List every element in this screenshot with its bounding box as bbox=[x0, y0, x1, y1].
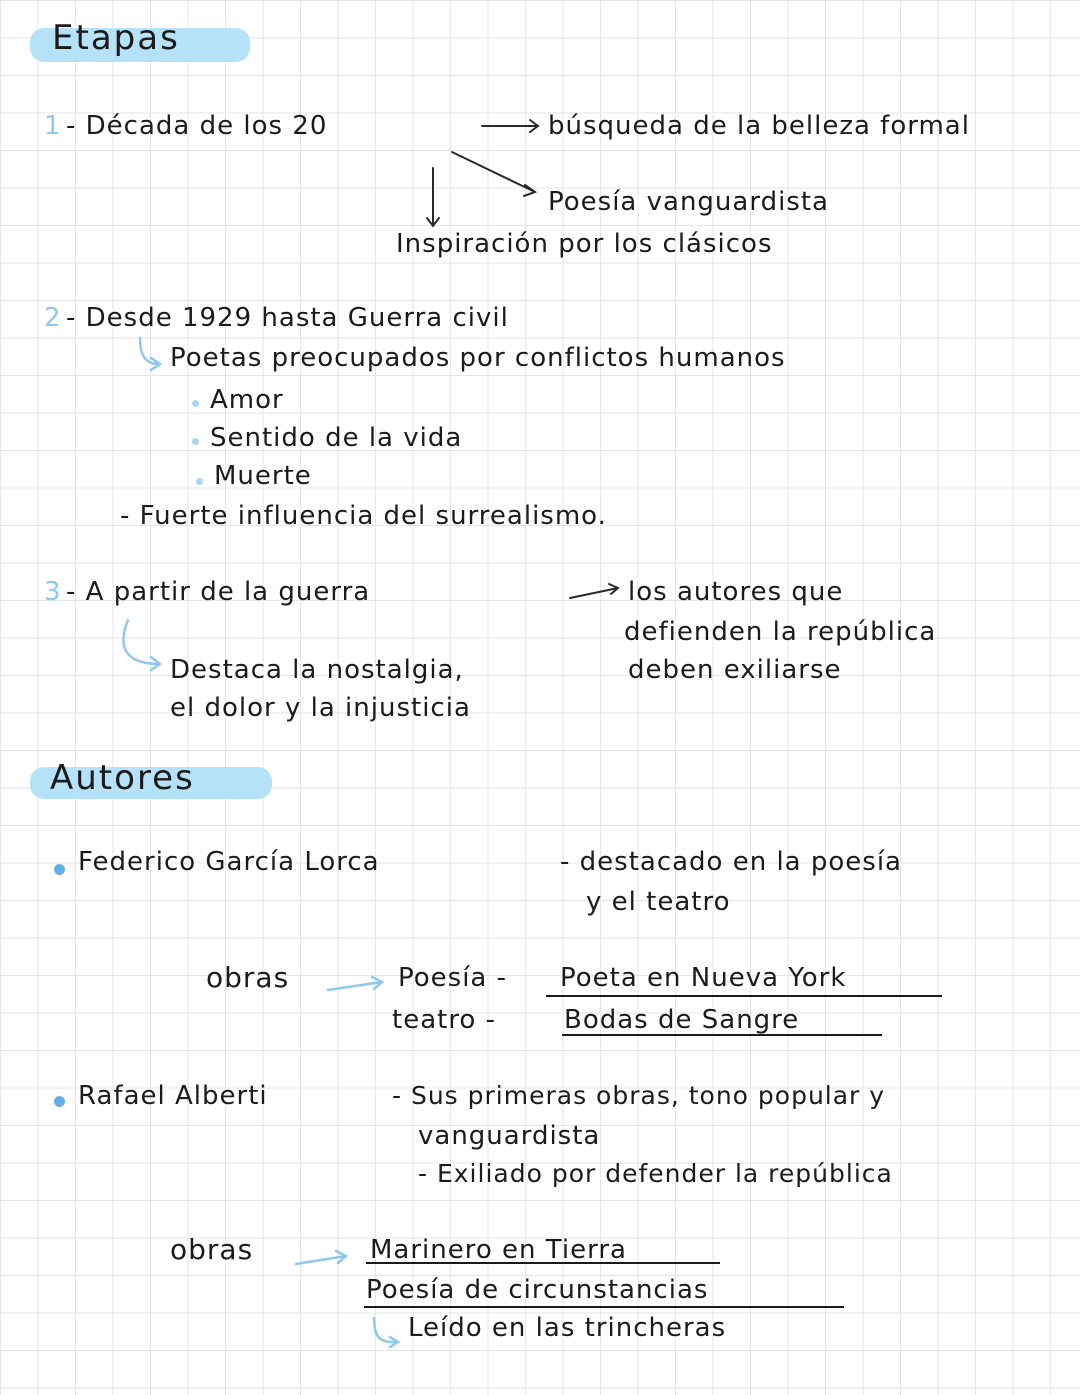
curved-arrow-icon bbox=[374, 1318, 398, 1347]
underline bbox=[364, 1306, 844, 1308]
stage-result: defienden la república bbox=[624, 617, 937, 647]
author-desc: - Exiliado por defender la república bbox=[418, 1159, 893, 1188]
stage-sub: Destaca la nostalgia, bbox=[170, 655, 464, 685]
underline bbox=[366, 1262, 720, 1264]
stage-result: deben exiliarse bbox=[628, 655, 842, 685]
list-item: Sentido de la vida bbox=[210, 423, 463, 453]
author-bullet bbox=[54, 864, 65, 875]
author-name: Rafael Alberti bbox=[78, 1081, 268, 1111]
stage-sub: el dolor y la injusticia bbox=[170, 693, 471, 723]
list-bullet bbox=[192, 438, 199, 445]
arrow-right-icon bbox=[482, 120, 538, 132]
list-bullet bbox=[192, 400, 199, 407]
stage-note: - Fuerte influencia del surrealismo. bbox=[120, 501, 607, 531]
list-item: Muerte bbox=[214, 461, 312, 491]
section-heading-etapas: Etapas bbox=[52, 18, 180, 58]
stage-label: - Desde 1929 hasta Guerra civil bbox=[66, 303, 509, 333]
work-note: Leído en las trincheras bbox=[408, 1313, 727, 1343]
genre-label: teatro - bbox=[392, 1005, 496, 1035]
author-desc: vanguardista bbox=[418, 1121, 601, 1151]
underline bbox=[546, 995, 942, 997]
curved-arrow-icon bbox=[123, 620, 160, 670]
work-title: Poeta en Nueva York bbox=[560, 963, 847, 993]
work-title: Marinero en Tierra bbox=[370, 1235, 627, 1265]
curved-arrow-icon bbox=[140, 338, 160, 370]
stage-number: 3 bbox=[44, 577, 62, 607]
arrow-diagonal-icon bbox=[452, 152, 535, 196]
stage-label: - Década de los 20 bbox=[66, 111, 328, 141]
stage-sub: Poetas preocupados por conflictos humanos bbox=[170, 343, 786, 373]
author-name: Federico García Lorca bbox=[78, 847, 380, 877]
underline bbox=[562, 1034, 882, 1036]
stage-branch: Inspiración por los clásicos bbox=[396, 229, 773, 259]
list-bullet bbox=[196, 478, 203, 485]
genre-label: Poesía - bbox=[398, 963, 508, 993]
stage-label: - A partir de la guerra bbox=[66, 577, 371, 607]
stage-branch: Poesía vanguardista bbox=[548, 187, 829, 217]
stage-number: 2 bbox=[44, 303, 62, 333]
arrow-right-icon bbox=[570, 584, 618, 598]
arrow-down-icon bbox=[427, 168, 439, 226]
section-heading-autores: Autores bbox=[50, 758, 195, 798]
obras-label: obras bbox=[170, 1233, 254, 1266]
author-desc: - Sus primeras obras, tono popular y bbox=[392, 1081, 886, 1110]
list-item: Amor bbox=[210, 385, 284, 415]
author-desc: y el teatro bbox=[586, 887, 731, 917]
obras-label: obras bbox=[206, 961, 290, 994]
author-desc: - destacado en la poesía bbox=[560, 847, 902, 877]
arrow-right-icon bbox=[296, 1251, 346, 1264]
author-bullet bbox=[54, 1096, 65, 1107]
arrow-right-icon bbox=[328, 977, 382, 990]
work-title: Bodas de Sangre bbox=[564, 1005, 800, 1035]
stage-result: búsqueda de la belleza formal bbox=[548, 111, 970, 141]
stage-result: los autores que bbox=[628, 577, 844, 607]
work-title: Poesía de circunstancias bbox=[366, 1275, 709, 1305]
stage-number: 1 bbox=[44, 111, 62, 141]
